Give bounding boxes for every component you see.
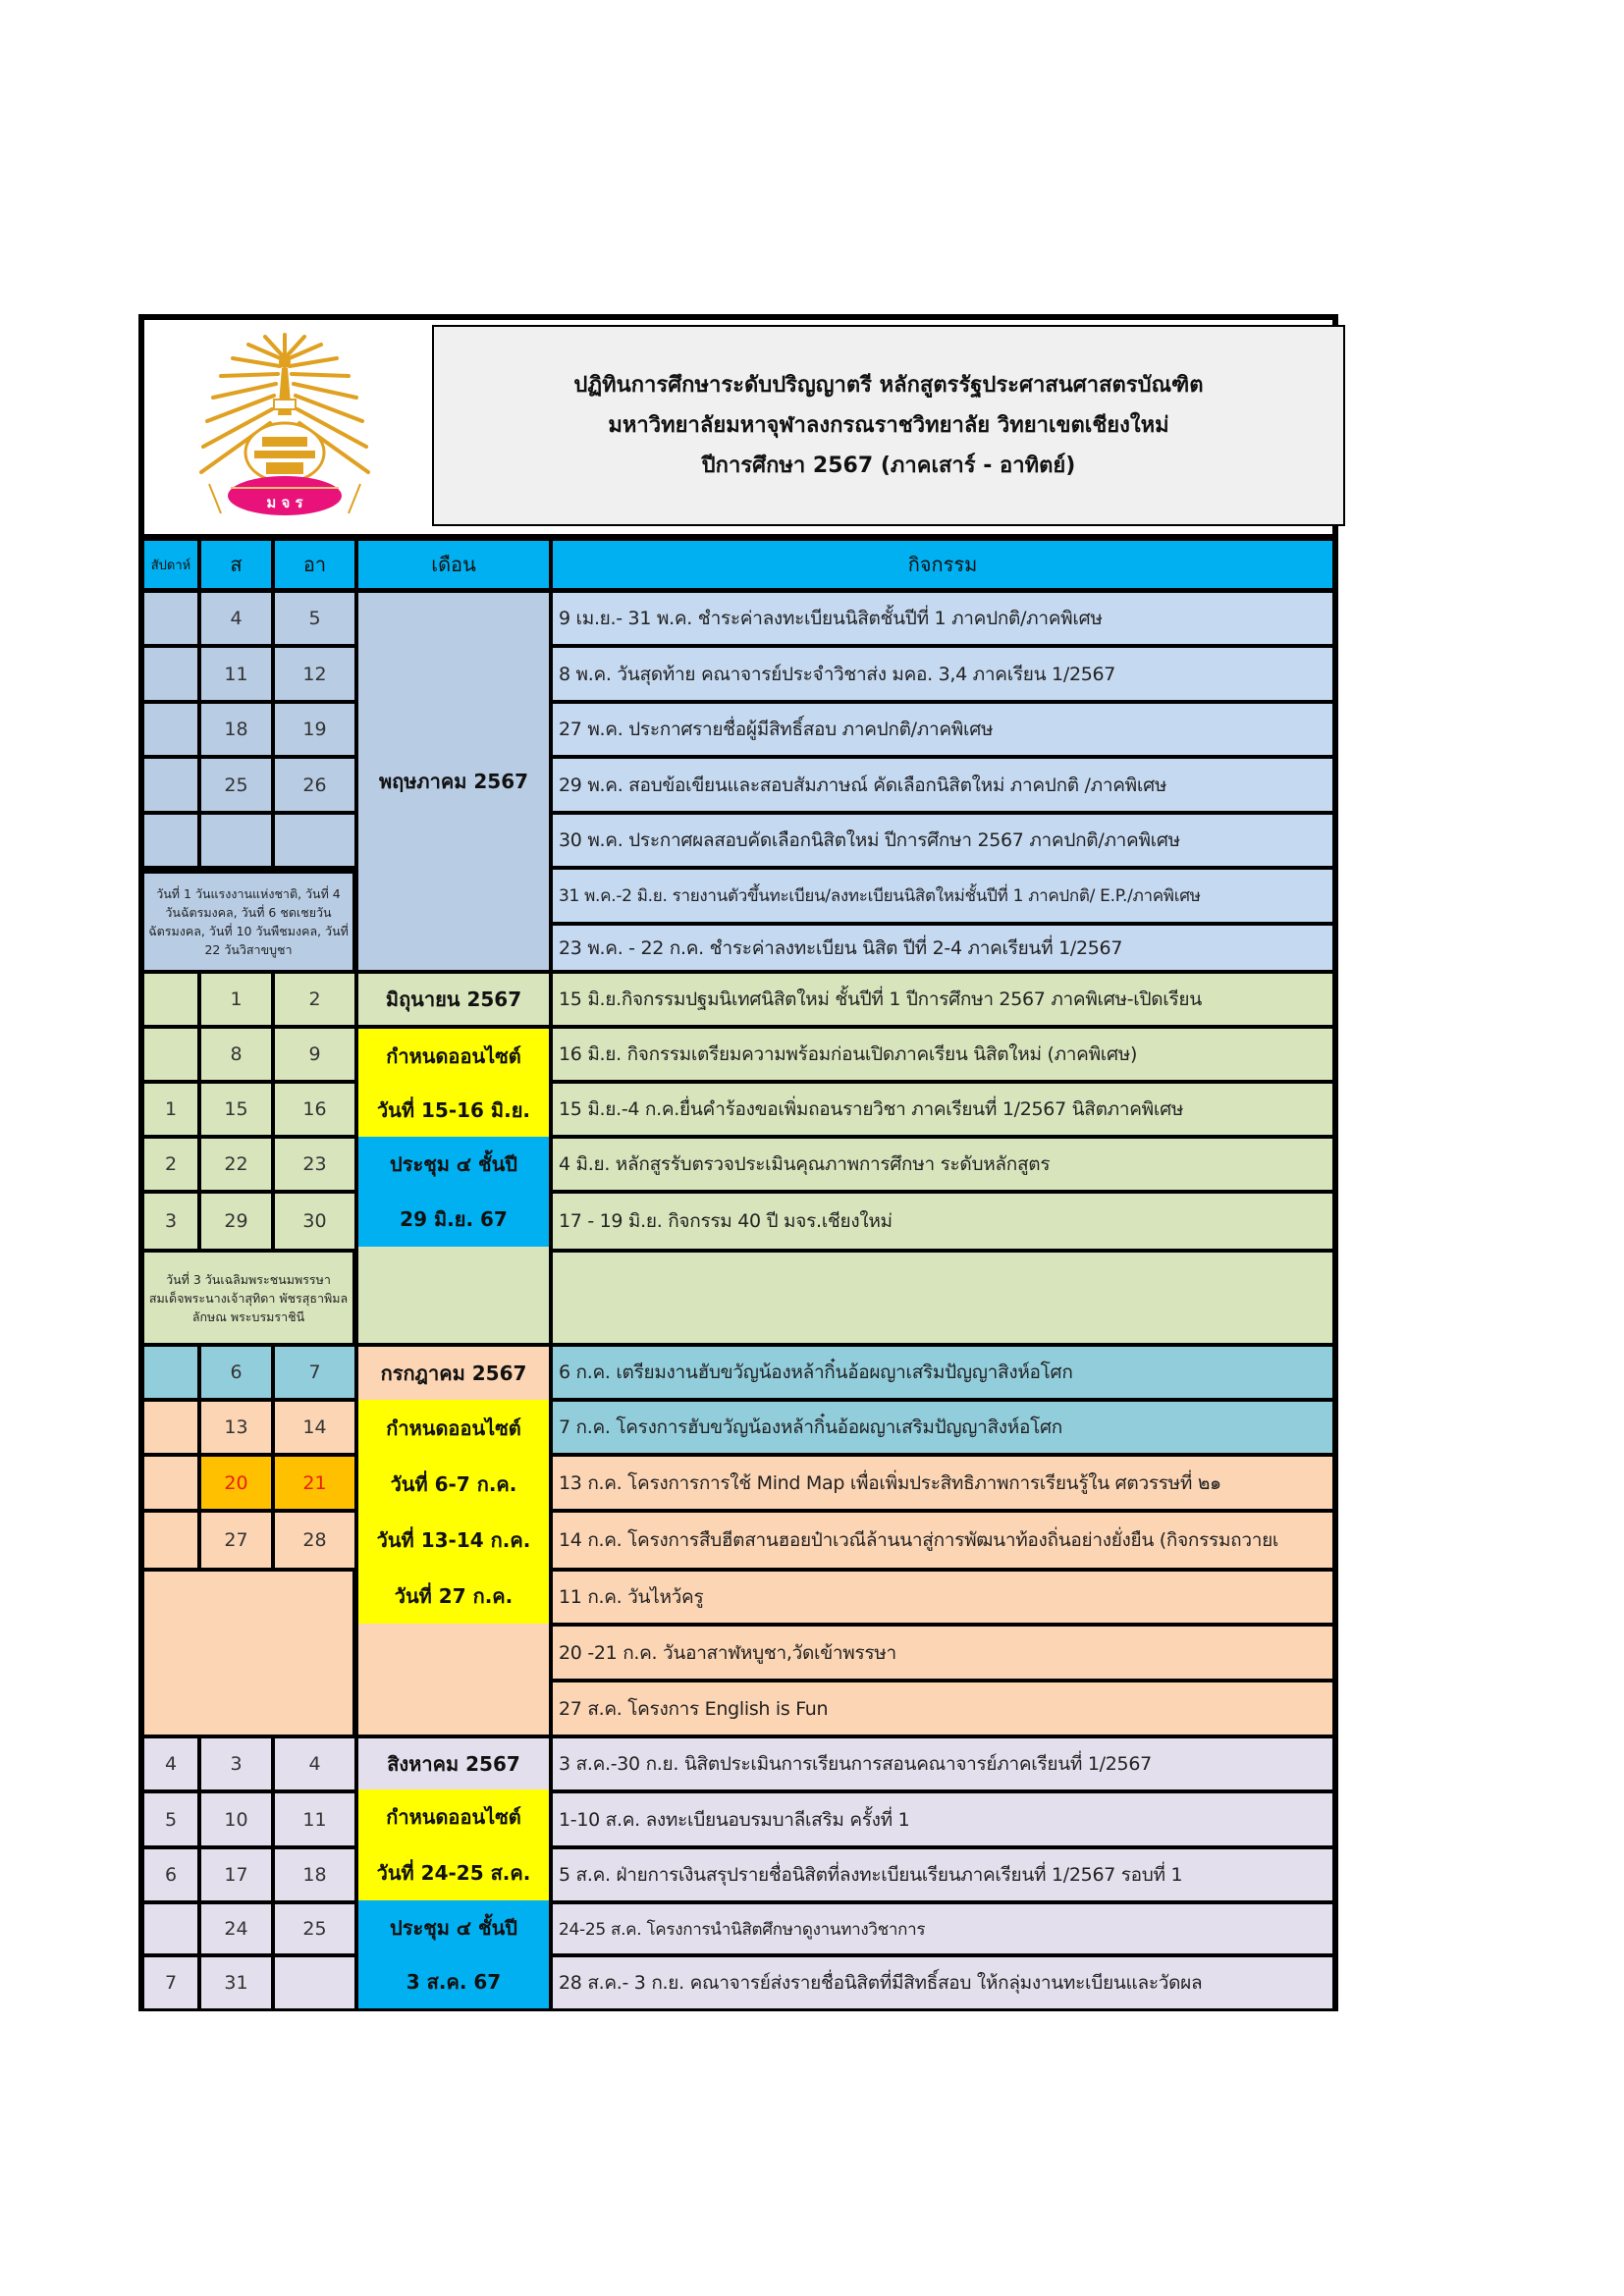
june-saturday-cell: 1 — [201, 974, 271, 1025]
june-holiday-note: วันที่ 3 วันเฉลิมพระชนมพรรษา สมเด็จพระนางเจ้าสุทิดา พัชรสุธาพิมลลักษณ พระบรมราชินี — [144, 1253, 352, 1343]
may-activity-row: 30 พ.ค. ประกาศผลสอบคัดเลือกนิสิตใหม่ ปีการศึกษา 2567 ภาคปกติ/ภาคพิเศษ — [553, 815, 1332, 866]
may-saturday-cell: 4 — [201, 593, 271, 644]
july-sunday-cell: 7 — [275, 1347, 354, 1398]
june-week-cell: 3 — [144, 1194, 197, 1249]
june-saturday-cell: 22 — [201, 1139, 271, 1190]
august-meeting-label: ประชุม ๔ ชั้นปี — [390, 1915, 517, 1940]
may-activity-row: 9 เม.ย.- 31 พ.ค. ชำระค่าลงทะเบียนนิสิตชั้นปีที่ 1 ภาคปกติ/ภาคพิเศษ — [553, 593, 1332, 644]
may-activity-row: 29 พ.ค. สอบข้อเขียนและสอบสัมภาษณ์ คัดเลือกนิสิตใหม่ ภาคปกติ /ภาคพิเศษ — [553, 759, 1332, 811]
july-week-cell — [144, 1513, 197, 1568]
title-line-1: ปฏิทินการศึกษาระดับปริญญาตรี หลักสูตรรัฐประศาสนศาสตรบัณฑิต — [573, 373, 1204, 398]
june-saturday-cell: 15 — [201, 1084, 271, 1135]
june-week-cell — [144, 974, 197, 1025]
july-online-date-3: วันที่ 27 ก.ค. — [394, 1583, 514, 1608]
july-activity-row: 20 -21 ก.ค. วันอาสาฬหบูชา,วัดเข้าพรรษา — [553, 1627, 1332, 1679]
june-online-block — [358, 1029, 549, 1137]
june-activity-row: 4 มิ.ย. หลักสูรรับตรวจประเมินคุณภาพการศึกษา ระดับหลักสูตร — [553, 1139, 1332, 1190]
header-sunday: อา — [275, 541, 354, 588]
may-saturday-cell: 11 — [201, 648, 271, 700]
header-saturday: ส — [201, 541, 271, 588]
university-logo — [182, 327, 388, 533]
july-month-blank — [358, 1624, 549, 1735]
june-meeting-label: ประชุม ๔ ชั้นปี — [390, 1152, 517, 1176]
august-sunday-cell: 4 — [275, 1738, 354, 1789]
june-week-cell: 1 — [144, 1084, 197, 1135]
august-sunday-cell: 18 — [275, 1849, 354, 1900]
title-line-3: ปีการศึกษา 2567 (ภาคเสาร์ - อาทิตย์) — [701, 454, 1076, 478]
june-sunday-cell: 23 — [275, 1139, 354, 1190]
month-july: กรกฎาคม 2567 — [358, 1347, 549, 1400]
july-saturday-cell: 27 — [201, 1513, 271, 1568]
july-week-cell — [144, 1402, 197, 1453]
may-week-cell — [144, 593, 197, 644]
august-saturday-cell: 3 — [201, 1738, 271, 1789]
may-activity-row: 27 พ.ค. ประกาศรายชื่อผู้มีสิทธิ์สอบ ภาคปกติ/ภาคพิเศษ — [553, 704, 1332, 755]
june-activity-row: 16 มิ.ย. กิจกรรมเตรียมความพร้อมก่อนเปิดภาคเรียน นิสิตใหม่ (ภาคพิเศษ) — [553, 1029, 1332, 1080]
may-week-cell — [144, 704, 197, 755]
june-week-cell — [144, 1029, 197, 1080]
june-online-label: กำหนดออนไซต์ — [386, 1043, 521, 1068]
august-activity-row: 28 ส.ค.- 3 ก.ย. คณาจารย์ส่งรายชื่อนิสิตที่มีสิทธิ์สอบ ให้กลุ่มงานทะเบียนและวัดผล — [553, 1957, 1332, 2008]
august-activity-row: 5 ส.ค. ฝ่ายการเงินสรุปรายชื่อนิสิตที่ลงทะเบียนเรียนภาคเรียนที่ 1/2567 รอบที่ 1 — [553, 1849, 1332, 1900]
july-saturday-cell: 13 — [201, 1402, 271, 1453]
august-activity-row: 24-25 ส.ค. โครงการนำนิสิตศึกษาดูงานทางวิชาการ — [553, 1904, 1332, 1953]
may-sunday-cell: 5 — [275, 593, 354, 644]
august-sunday-cell — [275, 1957, 354, 2008]
august-activity-row: 3 ส.ค.-30 ก.ย. นิสิตประเมินการเรียนการสอนคณาจารย์ภาคเรียนที่ 1/2567 — [553, 1738, 1332, 1789]
august-sunday-cell: 25 — [275, 1904, 354, 1953]
august-saturday-cell: 17 — [201, 1849, 271, 1900]
july-week-cell — [144, 1347, 197, 1398]
june-week-cell: 2 — [144, 1139, 197, 1190]
june-saturday-cell: 8 — [201, 1029, 271, 1080]
august-week-cell: 5 — [144, 1793, 197, 1845]
july-left-blank — [144, 1572, 352, 1735]
may-holiday-note: วันที่ 1 วันแรงงานแห่งชาติ, วันที่ 4 วันฉัตรมงคล, วันที่ 6 ชดเชยวันฉัตรมงคล, วันที่ 10 วันพืชมงคล, วันที่ 22 วันวิสาขบูชา — [144, 874, 352, 970]
june-sunday-cell: 2 — [275, 974, 354, 1025]
may-week-cell — [144, 759, 197, 811]
june-activity-row: 17 - 19 มิ.ย. กิจกรรม 40 ปี มจร.เชียงใหม่ — [553, 1194, 1332, 1249]
august-saturday-cell: 24 — [201, 1904, 271, 1953]
header-month: เดือน — [358, 541, 549, 588]
july-saturday-cell: 6 — [201, 1347, 271, 1398]
may-sunday-cell: 19 — [275, 704, 354, 755]
august-saturday-cell: 31 — [201, 1957, 271, 2008]
may-saturday-cell — [201, 815, 271, 866]
may-activity-row: 23 พ.ค. - 22 ก.ค. ชำระค่าลงทะเบียน นิสิต ปีที่ 2-4 ภาคเรียนที่ 1/2567 — [553, 926, 1332, 970]
may-activity-row: 31 พ.ค.-2 มิ.ย. รายงานตัวขึ้นทะเบียน/ลงทะเบียนนิสิตใหม่ชั้นปีที่ 1 ภาคปกติ/ E.P./ภาคพิเศษ — [553, 870, 1332, 922]
july-online-date-2: วันที่ 13-14 ก.ค. — [376, 1527, 531, 1552]
june-meeting-date: 29 มิ.ย. 67 — [400, 1207, 508, 1231]
may-sunday-cell: 26 — [275, 759, 354, 811]
june-sunday-cell: 30 — [275, 1194, 354, 1249]
august-activity-row: 1-10 ส.ค. ลงทะเบียนอบรมบาลีเสริม ครั้งที่ 1 — [553, 1793, 1332, 1845]
may-week-cell — [144, 648, 197, 700]
august-meeting-date: 3 ส.ค. 67 — [406, 1969, 502, 1994]
june-sunday-cell: 9 — [275, 1029, 354, 1080]
july-sunday-cell: 21 — [275, 1457, 354, 1509]
month-may: พฤษภาคม 2567 — [358, 593, 549, 970]
july-sunday-cell: 14 — [275, 1402, 354, 1453]
july-saturday-cell: 20 — [201, 1457, 271, 1509]
may-sunday-cell — [275, 815, 354, 866]
july-week-cell — [144, 1457, 197, 1509]
may-week-cell — [144, 815, 197, 866]
august-online-label: กำหนดออนไซต์ — [386, 1805, 521, 1829]
august-online-dates: วันที่ 24-25 ส.ค. — [376, 1860, 531, 1885]
month-august: สิงหาคม 2567 — [358, 1738, 549, 1789]
july-activity-row: 11 ก.ค. วันไหว้ครู — [553, 1572, 1332, 1623]
logo-text: ม จ ร — [266, 494, 303, 511]
july-activity-row: 14 ก.ค. โครงการสืบฮีตสานฮอยป๋าเวณีล้านนาสู่การพัฒนาท้องถิ่นอย่างยั่งยืน (กิจกรรมถวายเ — [553, 1513, 1332, 1568]
july-activity-row: 13 ก.ค. โครงการการใช้ Mind Map เพื่อเพิ่มประสิทธิภาพการเรียนรู้ใน ศตวรรษที่ ๒๑ — [553, 1457, 1332, 1509]
month-june: มิถุนายน 2567 — [358, 974, 549, 1025]
logo-emblem-icon — [182, 327, 388, 533]
august-sunday-cell: 11 — [275, 1793, 354, 1845]
july-online-label: กำหนดออนไซต์ — [386, 1415, 521, 1440]
title-box — [432, 325, 1345, 526]
july-sunday-cell: 28 — [275, 1513, 354, 1568]
title-line-2: มหาวิทยาลัยมหาจุฬาลงกรณราชวิทยาลัย วิทยาเขตเชียงใหม่ — [608, 413, 1169, 438]
august-online-block — [358, 1789, 549, 1900]
august-meeting-block — [358, 1900, 549, 2008]
june-activity-row — [553, 1253, 1332, 1343]
july-activity-row: 7 ก.ค. โครงการฮับขวัญน้องหล้ากิ๋นอ้อผญาเสริมปัญญาสิงห์อโศก — [553, 1402, 1332, 1453]
june-meeting-block — [358, 1137, 549, 1247]
may-sunday-cell: 12 — [275, 648, 354, 700]
june-saturday-cell: 29 — [201, 1194, 271, 1249]
august-week-cell: 4 — [144, 1738, 197, 1789]
august-week-cell: 6 — [144, 1849, 197, 1900]
july-activity-row: 6 ก.ค. เตรียมงานฮับขวัญน้องหล้ากิ๋นอ้อผญาเสริมปัญญาสิงห์อโศก — [553, 1347, 1332, 1398]
july-online-block — [358, 1400, 549, 1624]
june-online-dates: วันที่ 15-16 มิ.ย. — [376, 1097, 531, 1122]
header-week: สัปดาห์ — [144, 541, 197, 588]
july-online-date-1: วันที่ 6-7 ก.ค. — [390, 1471, 517, 1496]
august-saturday-cell: 10 — [201, 1793, 271, 1845]
may-saturday-cell: 25 — [201, 759, 271, 811]
august-week-cell: 7 — [144, 1957, 197, 2008]
july-activity-row: 27 ส.ค. โครงการ English is Fun — [553, 1682, 1332, 1735]
june-sunday-cell: 16 — [275, 1084, 354, 1135]
june-activity-row: 15 มิ.ย.กิจกรรมปฐมนิเทศนิสิตใหม่ ชั้นปีที่ 1 ปีการศึกษา 2567 ภาคพิเศษ-เปิดเรียน — [553, 974, 1332, 1025]
june-activity-row: 15 มิ.ย.-4 ก.ค.ยื่นคำร้องขอเพิ่มถอนรายวิชา ภาคเรียนที่ 1/2567 นิสิตภาคพิเศษ — [553, 1084, 1332, 1135]
august-week-cell — [144, 1904, 197, 1953]
may-activity-row: 8 พ.ค. วันสุดท้าย คณาจารย์ประจำวิชาส่ง มคอ. 3,4 ภาคเรียน 1/2567 — [553, 648, 1332, 700]
may-saturday-cell: 18 — [201, 704, 271, 755]
header-activity: กิจกรรม — [553, 541, 1332, 588]
june-month-blank — [358, 1247, 549, 1343]
